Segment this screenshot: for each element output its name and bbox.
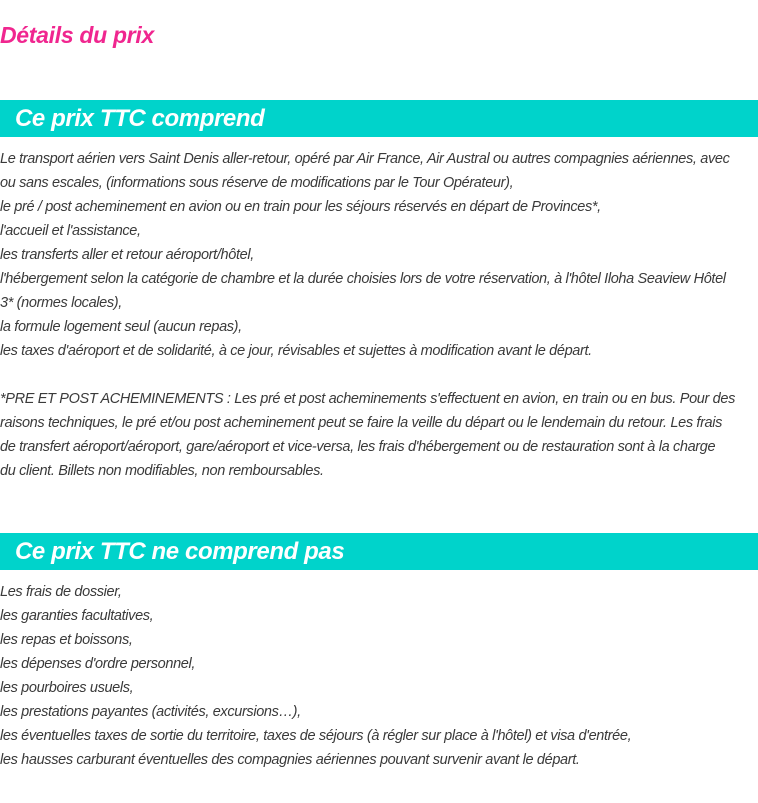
excludes-line: les pourboires usuels, <box>0 680 134 696</box>
includes-line: 3* (normes locales), <box>0 295 122 311</box>
excludes-line: les hausses carburant éventuelles des compagnies aériennes pouvant survenir avant le départ. <box>0 752 580 768</box>
acheminement-note <box>0 387 758 483</box>
excludes-line: les repas et boissons, <box>0 632 133 648</box>
excludes-heading: Ce prix TTC ne comprend pas <box>15 538 345 565</box>
includes-line: le pré / post acheminement en avion ou en train pour les séjours réservés en départ de Provinces*, <box>0 199 601 215</box>
excludes-line: les garanties facultatives, <box>0 608 154 624</box>
includes-line: les taxes d'aéroport et de solidarité, à ce jour, révisables et sujettes à modification avant le départ. <box>0 343 592 359</box>
excludes-line: les prestations payantes (activités, excursions…), <box>0 704 301 720</box>
includes-line: ou sans escales, (informations sous réserve de modifications par le Tour Opérateur), <box>0 175 514 191</box>
includes-list <box>0 147 758 363</box>
excludes-section-header <box>0 533 758 570</box>
note-line: de transfert aéroport/aéroport, gare/aéroport et vice-versa, les frais d'hébergement ou de restauration sont à la charge <box>0 439 716 455</box>
includes-section-header <box>0 100 758 137</box>
includes-line: les transferts aller et retour aéroport/hôtel, <box>0 247 254 263</box>
excludes-line: les éventuelles taxes de sortie du territoire, taxes de séjours (à régler sur place à l'hôtel) et visa d'entrée, <box>0 728 632 744</box>
includes-heading: Ce prix TTC comprend <box>15 105 265 132</box>
note-line: du client. Billets non modifiables, non remboursables. <box>0 463 324 479</box>
note-line: *PRE ET POST ACHEMINEMENTS : Les pré et post acheminements s'effectuent en avion, en train ou en bus. Pour des <box>0 391 736 407</box>
excludes-list <box>0 580 758 772</box>
note-line: raisons techniques, le pré et/ou post acheminement peut se faire la veille du départ ou le lendemain du retour. Les frais <box>0 415 723 431</box>
page-title: Détails du prix <box>0 22 154 48</box>
includes-line: l'hébergement selon la catégorie de chambre et la durée choisies lors de votre réservation, à l'hôtel Iloha Seaview Hôtel <box>0 271 726 287</box>
excludes-line: Les frais de dossier, <box>0 584 122 600</box>
includes-line: Le transport aérien vers Saint Denis aller-retour, opéré par Air France, Air Austral ou autres compagnies aériennes, avec <box>0 151 730 167</box>
includes-line: la formule logement seul (aucun repas), <box>0 319 242 335</box>
includes-line: l'accueil et l'assistance, <box>0 223 141 239</box>
excludes-line: les dépenses d'ordre personnel, <box>0 656 196 672</box>
